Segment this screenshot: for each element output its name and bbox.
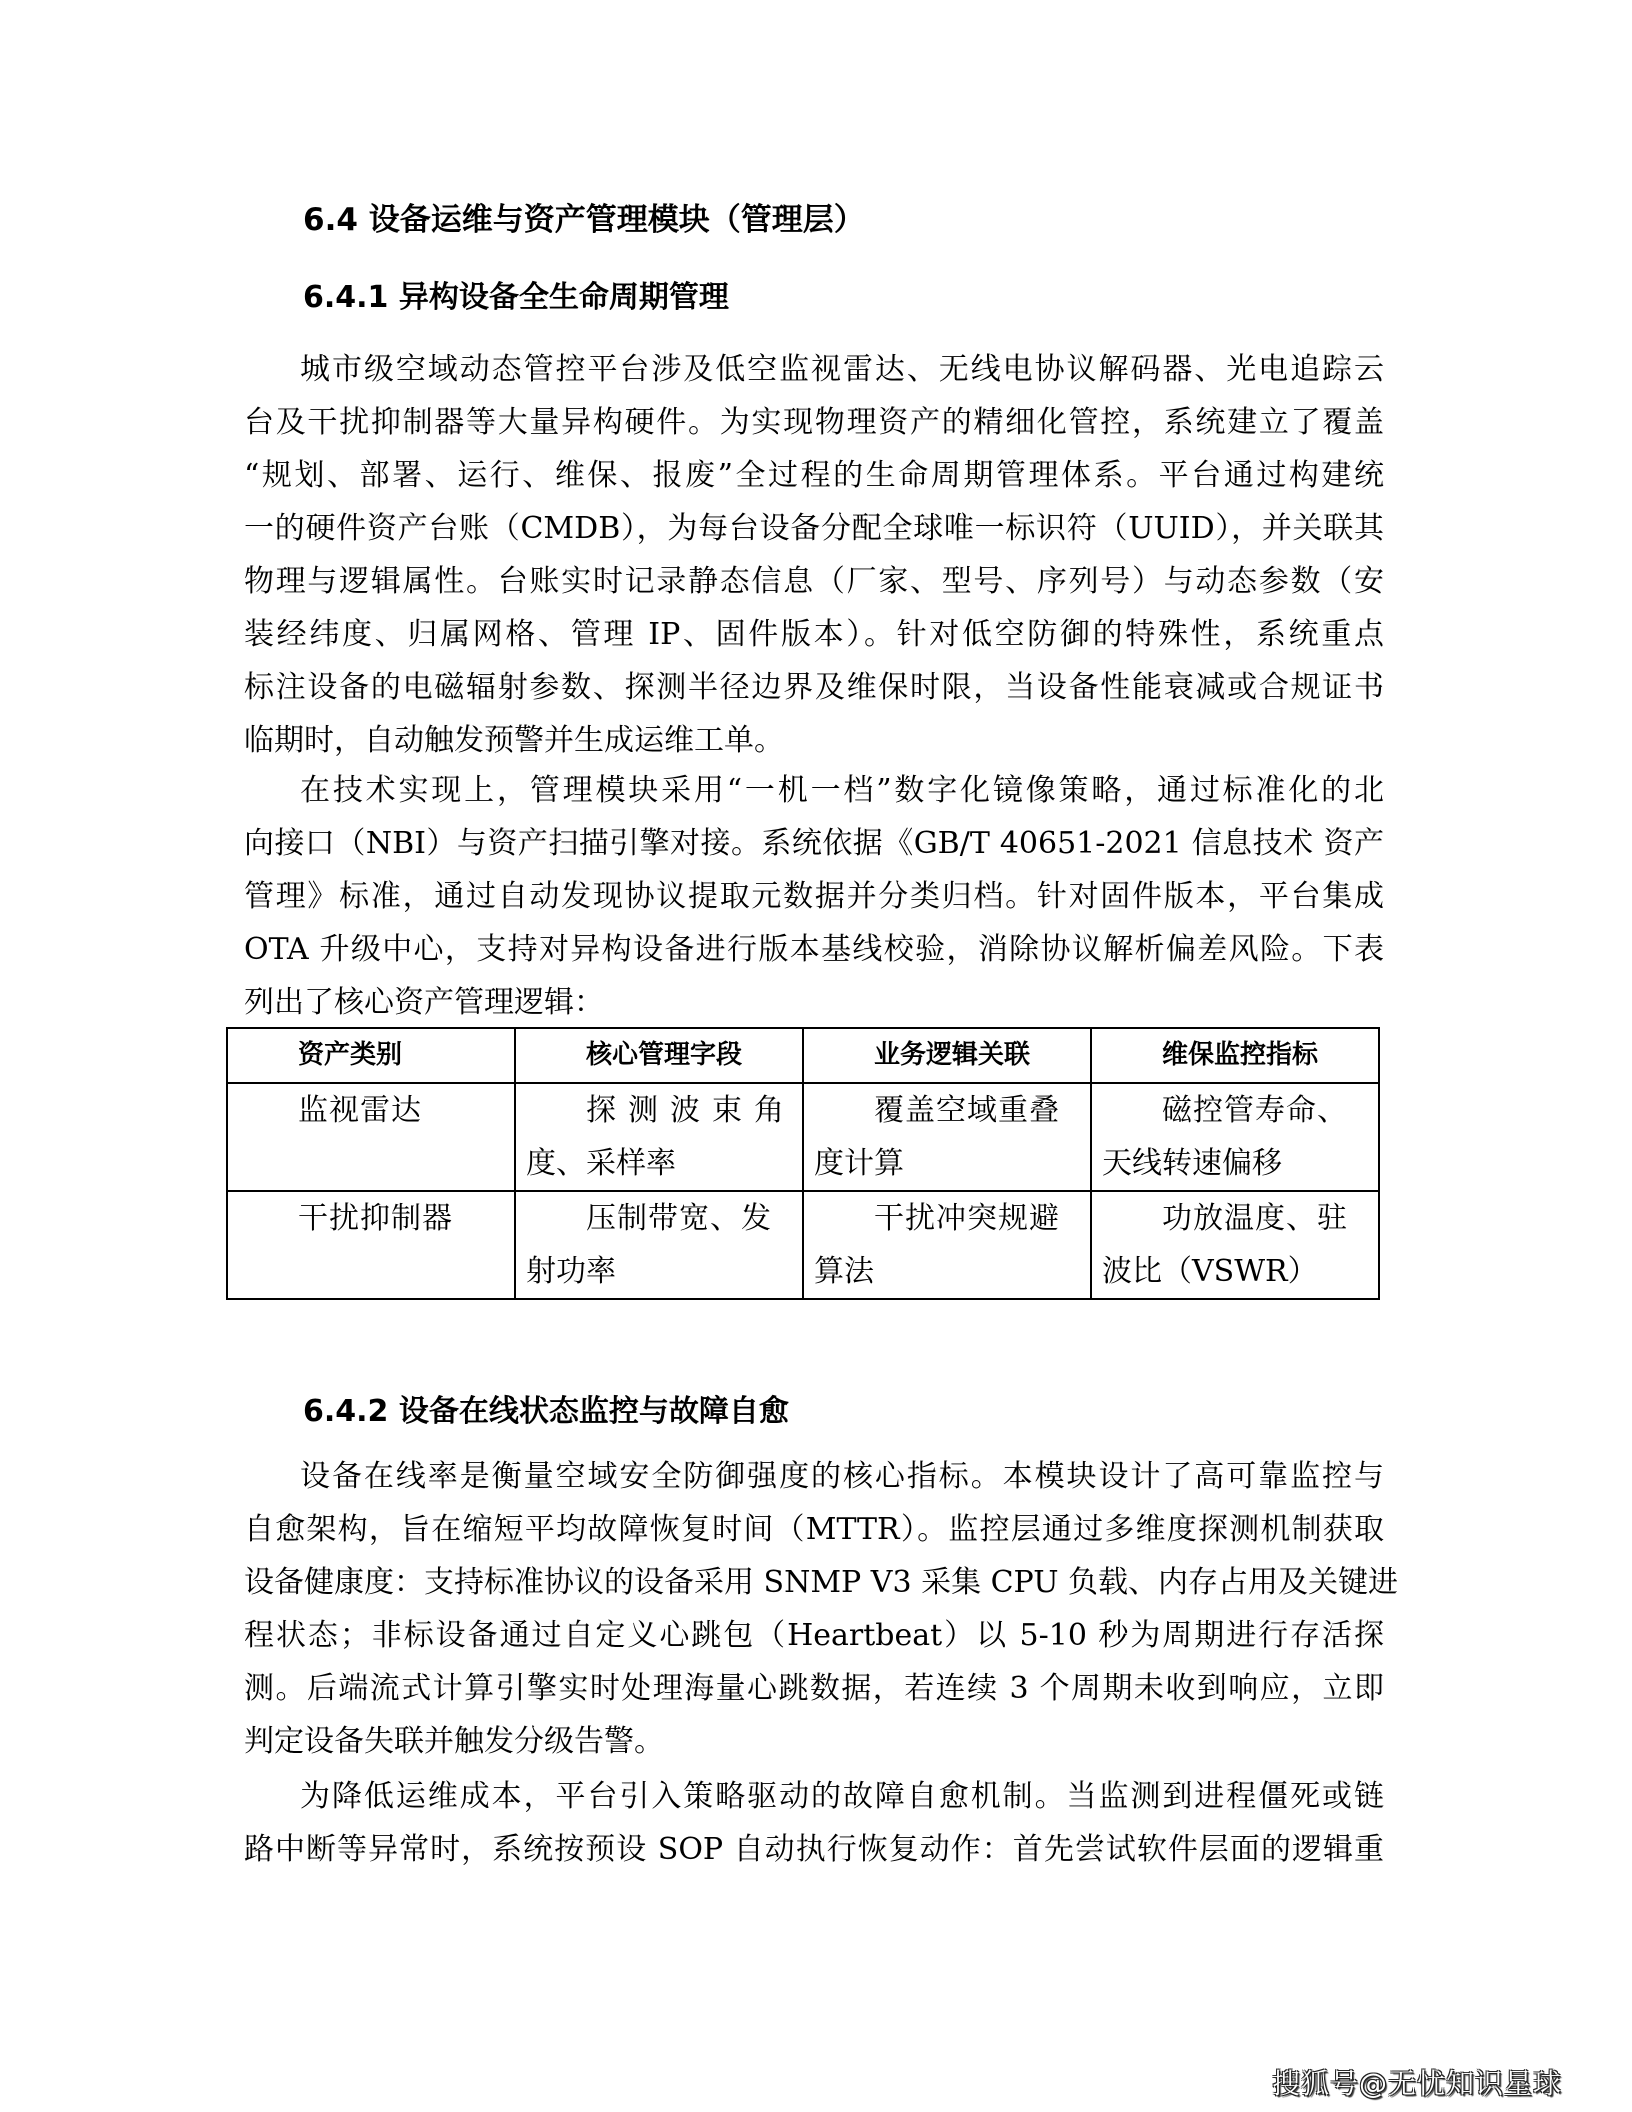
- table-cell: [515, 1191, 803, 1299]
- cell-text: 干扰冲突规避: [874, 1201, 1060, 1236]
- text-line: OTA 升级中心，支持对异构设备进行版本基线校验，消除协议解析偏差风险。下表: [244, 932, 1384, 967]
- table-row: [227, 1191, 1379, 1299]
- text-line: 管理》标准，通过自动发现协议提取元数据并分类归档。针对固件版本，平台集成: [244, 879, 1384, 914]
- paragraph-online-monitoring: [244, 1450, 1399, 1768]
- text-line: “规划、部署、运行、维保、报废”全过程的生命周期管理体系。平台通过构建统: [244, 458, 1384, 493]
- watermark: 搜狐号@无忧知识星球: [1272, 2067, 1563, 2100]
- table-row: [227, 1083, 1379, 1191]
- cell-text: 度、采样率: [526, 1146, 676, 1181]
- table-cell: [803, 1083, 1091, 1191]
- text-line: 临期时，自动触发预警并生成运维工单。: [244, 723, 784, 758]
- cell-text: 算法: [814, 1254, 874, 1289]
- table-header-row: [227, 1028, 1379, 1083]
- cell-text: 覆盖空域重叠: [874, 1093, 1060, 1128]
- text-line: 物理与逻辑属性。台账实时记录静态信息（厂家、型号、序列号）与动态参数（安: [244, 564, 1384, 599]
- text-line: 向接口（NBI）与资产扫描引擎对接。系统依据《GB/T 40651-2021 信息技术 资产: [244, 826, 1384, 861]
- asset-management-table: [226, 1027, 1380, 1300]
- text-line: 设备在线率是衡量空域安全防御强度的核心指标。本模块设计了高可靠监控与: [300, 1459, 1384, 1494]
- column-header-core-fields: 核心管理字段: [515, 1028, 803, 1083]
- paragraph-technical-implementation: [244, 764, 1384, 1029]
- table-cell: [227, 1191, 515, 1299]
- text-line: 台及干扰抑制器等大量异构硬件。为实现物理资产的精细化管控，系统建立了覆盖: [244, 405, 1384, 440]
- column-header-maintenance-metrics: 维保监控指标: [1091, 1028, 1379, 1083]
- paragraph-self-healing: [244, 1770, 1384, 1876]
- text-line: 设备健康度：支持标准协议的设备采用 SNMP V3 采集 CPU 负载、内存占用及关键进: [244, 1565, 1399, 1600]
- text-line: 为降低运维成本，平台引入策略驱动的故障自愈机制。当监测到进程僵死或链: [300, 1779, 1384, 1814]
- cell-text: 磁控管寿命、: [1162, 1093, 1348, 1128]
- subsection-heading-6-4-2: 6.4.2 设备在线状态监控与故障自愈: [303, 1394, 789, 1429]
- cell-text: 射功率: [526, 1254, 616, 1289]
- column-header-asset-category: 资产类别: [227, 1028, 515, 1083]
- table-cell: [515, 1083, 803, 1191]
- cell-text: 功放温度、驻: [1162, 1201, 1348, 1236]
- cell-text: 探测波束角: [586, 1093, 796, 1128]
- cell-text: 度计算: [814, 1146, 904, 1181]
- column-header-business-logic: 业务逻辑关联: [803, 1028, 1091, 1083]
- text-line: 判定设备失联并触发分级告警。: [244, 1724, 664, 1759]
- cell-text: 干扰抑制器: [298, 1201, 453, 1236]
- text-line: 自愈架构，旨在缩短平均故障恢复时间（MTTR）。监控层通过多维度探测机制获取: [244, 1512, 1384, 1547]
- text-line: 标注设备的电磁辐射参数、探测半径边界及维保时限，当设备性能衰减或合规证书: [244, 670, 1384, 705]
- table-cell: [1091, 1083, 1379, 1191]
- text-line: 列出了核心资产管理逻辑：: [244, 985, 604, 1020]
- cell-text: 监视雷达: [298, 1093, 422, 1128]
- section-heading: 6.4 设备运维与资产管理模块（管理层）: [303, 202, 865, 238]
- text-line: 路中断等异常时，系统按预设 SOP 自动执行恢复动作：首先尝试软件层面的逻辑重: [244, 1832, 1384, 1867]
- text-line: 一的硬件资产台账（CMDB），为每台设备分配全球唯一标识符（UUID），并关联其: [244, 511, 1384, 546]
- paragraph-lifecycle-overview: [244, 343, 1384, 767]
- table-cell: [227, 1083, 515, 1191]
- text-line: 程状态；非标设备通过自定义心跳包（Heartbeat）以 5-10 秒为周期进行存活探: [244, 1618, 1384, 1653]
- cell-text: 天线转速偏移: [1102, 1146, 1282, 1181]
- text-line: 城市级空域动态管控平台涉及低空监视雷达、无线电协议解码器、光电追踪云: [300, 352, 1384, 387]
- table-cell: [803, 1191, 1091, 1299]
- text-line: 在技术实现上，管理模块采用“一机一档”数字化镜像策略，通过标准化的北: [300, 773, 1384, 808]
- cell-text: 波比（VSWR）: [1102, 1254, 1318, 1289]
- text-line: 测。后端流式计算引擎实时处理海量心跳数据，若连续 3 个周期未收到响应，立即: [244, 1671, 1384, 1706]
- text-line: 装经纬度、归属网格、管理 IP、固件版本）。针对低空防御的特殊性，系统重点: [244, 617, 1384, 652]
- subsection-heading-6-4-1: 6.4.1 异构设备全生命周期管理: [303, 280, 729, 315]
- table-cell: [1091, 1191, 1379, 1299]
- cell-text: 压制带宽、发: [586, 1201, 772, 1236]
